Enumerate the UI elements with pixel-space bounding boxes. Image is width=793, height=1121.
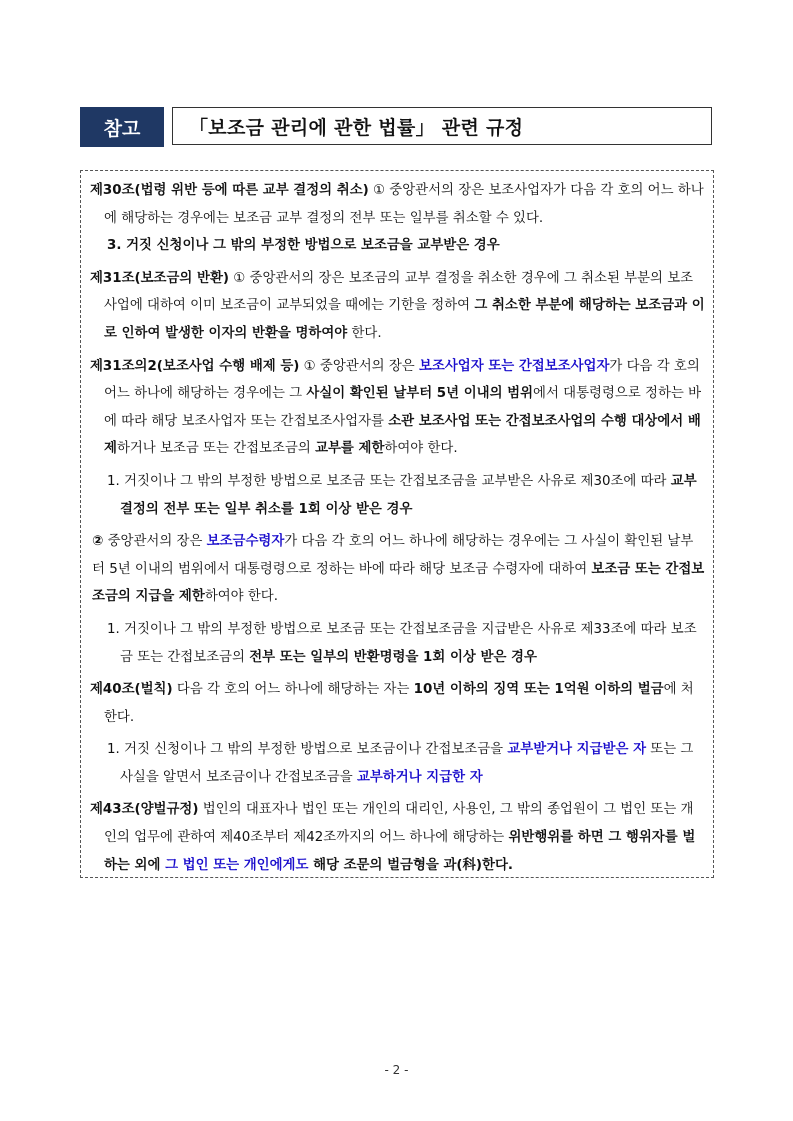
item-text: 또는 그 사실을 알면서 보조금이나 간접보조금을 — [120, 742, 694, 785]
article-43-emphasis: 해당 조문의 벌금형을 과(科)한다. — [308, 857, 514, 873]
article-31-2-text: 가 다음 각 호의 어느 하나에 해당하는 경우에는 그 — [104, 358, 700, 402]
reference-header — [80, 107, 714, 147]
article-40-heading: 제40조(벌칙) — [90, 682, 173, 698]
article-30 — [90, 177, 706, 232]
item-emphasis: 전부 또는 일부의 반환명령을 1회 이상 받은 경우 — [249, 649, 537, 665]
paragraph-number: ② — [92, 534, 104, 550]
article-43-text: 법인의 대표자나 법인 또는 개인의 대리인, 사용인, 그 밖의 종업원이 그 법인 또는 개인의 업무에 관하여 제40조부터 제42조까지의 어느 하나에 해당하는 — [104, 802, 694, 846]
paragraph-text: 하여야 한다. — [204, 589, 279, 605]
article-31-text: ① 중앙관서의 장은 보조금의 교부 결정을 취소한 경우에 그 취소된 부분의 보조사업에 대하여 이미 보조금이 교부되었을 때에는 기한을 정하여 — [104, 270, 694, 314]
article-31-text-end: 한다. — [347, 325, 382, 341]
article-31-2-text: 하거나 보조금 또는 간접보조금의 — [116, 441, 316, 457]
item-emphasis: 교부 결정의 전부 또는 일부 취소를 1회 이상 받은 경우 — [120, 473, 697, 517]
article-31-2-emphasis: 소관 보조사업 또는 간접보조사업의 수행 대상에서 배제 — [104, 413, 701, 457]
article-40-item-1 — [90, 736, 706, 791]
item-highlight: 교부받거나 지급받은 자 — [507, 742, 647, 758]
paragraph-text: 중앙관서의 장은 — [103, 534, 207, 550]
item-highlight: 교부하거나 지급한 자 — [356, 769, 483, 785]
article-31-heading: 제31조(보조금의 반환) — [90, 270, 230, 286]
article-43 — [90, 796, 706, 879]
item-text: 1. 거짓이나 그 밖의 부정한 방법으로 보조금 또는 간접보조금을 지급받은 사유로 제33조에 따라 보조금 또는 간접보조금의 — [107, 621, 697, 665]
article-31-2-paragraph-2-item-1 — [90, 616, 706, 671]
article-31-2-paragraph-2 — [90, 528, 706, 611]
article-31-2-item-1 — [90, 468, 706, 523]
paragraph-highlight: 보조금수령자 — [206, 534, 285, 550]
article-30-heading: 제30조(법령 위반 등에 따른 교부 결정의 취소) — [90, 183, 369, 198]
article-43-heading: 제43조(양벌규정) — [90, 802, 199, 818]
article-31 — [90, 265, 706, 348]
article-40 — [90, 676, 706, 731]
article-30-item-3 — [90, 232, 706, 260]
page-number: - 2 - — [384, 1063, 409, 1077]
article-31-2-text: ① 중앙관서의 장은 — [299, 358, 419, 374]
item-text: 1. 거짓 신청이나 그 밖의 부정한 방법으로 보조금이나 간접보조금을 — [107, 742, 508, 758]
article-31-2-heading: 제31조의2(보조사업 수행 배제 등) — [90, 358, 300, 374]
paragraph-text: 가 다음 각 호의 어느 하나에 해당하는 경우에는 그 사실이 확인된 날부터 5년 이내의 범위에서 대통령령으로 정하는 바에 따라 해당 보조금 수령자에 대하여 — [92, 534, 694, 577]
article-31-2-emphasis: 사실이 확인된 날부터 5년 이내의 범위 — [306, 386, 534, 402]
article-31-2-highlight: 보조사업자 또는 간접보조사업자 — [418, 358, 610, 374]
reference-badge: 참고 — [80, 107, 164, 147]
article-31-2-text: 에서 대통령령으로 정하는 바에 따라 해당 보조사업자 또는 간접보조사업자를 — [104, 386, 702, 429]
regulations-box — [80, 170, 714, 878]
article-40-emphasis: 10년 이하의 징역 또는 1억원 이하의 벌금 — [413, 682, 664, 698]
article-31-2-emphasis: 교부를 제한 — [315, 441, 385, 457]
article-31-2 — [90, 353, 706, 463]
page-title: 「보조금 관리에 관한 법률」 관련 규정 — [172, 107, 712, 145]
article-30-item-3-text: 3. 거짓 신청이나 그 밖의 부정한 방법으로 보조금을 교부받은 경우 — [107, 238, 500, 254]
article-31-emphasis: 그 취소한 부분에 해당하는 보조금과 이로 인하여 발생한 이자의 반환을 명하여야 — [104, 298, 705, 341]
article-31-2-text: 하여야 한다. — [384, 441, 458, 457]
item-text: 1. 거짓이나 그 밖의 부정한 방법으로 보조금 또는 간접보조금을 교부받은 사유로 제30조에 따라 — [107, 473, 671, 489]
article-40-text: 에 처한다. — [104, 682, 694, 725]
article-43-emphasis: 위반행위를 하면 그 행위자를 벌하는 외에 — [104, 830, 696, 873]
article-43-highlight: 그 법인 또는 개인에게도 — [165, 857, 309, 873]
article-40-text: 다음 각 호의 어느 하나에 해당하는 자는 — [172, 682, 414, 698]
article-30-text: ① 중앙관서의 장은 보조사업자가 다음 각 호의 어느 하나에 해당하는 경우에는 보조금 교부 결정의 전부 또는 일부를 취소할 수 있다. — [104, 183, 704, 226]
paragraph-emphasis: 보조금 또는 간접보조금의 지급을 제한 — [92, 561, 705, 605]
